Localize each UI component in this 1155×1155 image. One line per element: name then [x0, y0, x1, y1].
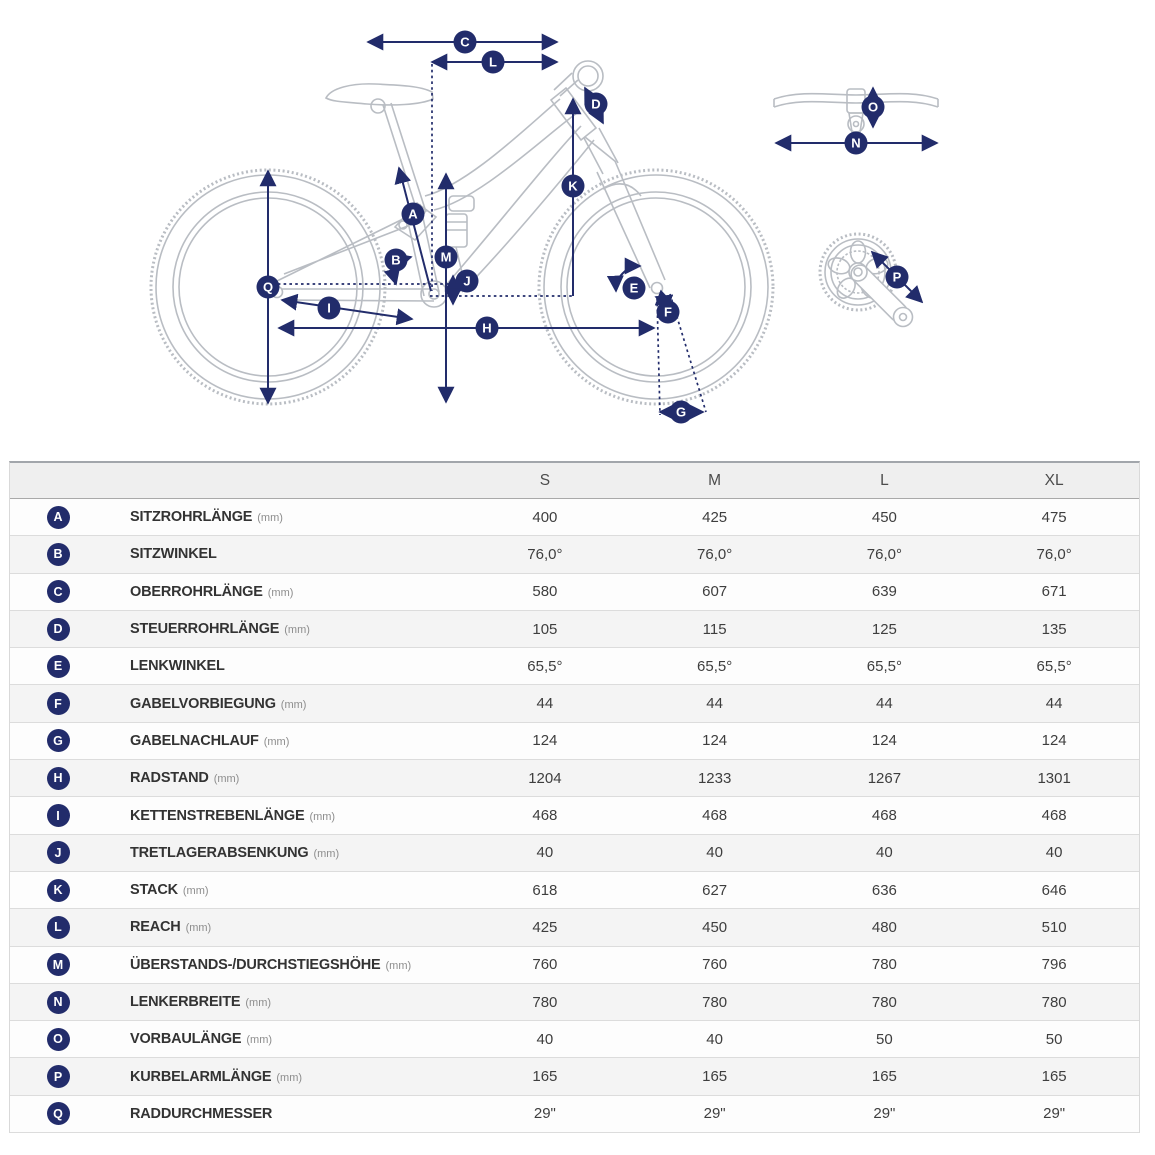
geometry-value: 29": [1043, 1105, 1066, 1123]
svg-text:I: I: [327, 300, 331, 316]
row-label-cell: [106, 918, 460, 936]
geometry-value: 780: [532, 993, 558, 1011]
geometry-value: 607: [702, 583, 728, 601]
geometry-value: 76,0°: [1036, 545, 1072, 563]
geometry-value: 65,5°: [866, 657, 902, 675]
row-letter-badge: P: [47, 1065, 70, 1088]
geometry-value: 124: [532, 732, 558, 750]
geometry-unit: (mm): [276, 1071, 303, 1084]
diagram-marker-O: [862, 96, 885, 119]
table-row: [10, 1096, 1139, 1133]
geometry-label: RADSTAND: [130, 770, 209, 787]
geometry-value: 124: [702, 732, 728, 750]
geometry-value: 1204: [528, 769, 562, 787]
table-body: [10, 499, 1139, 1133]
table-row: [10, 1021, 1139, 1058]
svg-text:E: E: [629, 280, 639, 296]
row-letter-cell: [10, 543, 106, 566]
row-letter-badge: C: [47, 580, 70, 603]
geometry-value: 639: [871, 583, 897, 601]
geometry-value: 165: [532, 1068, 558, 1086]
geometry-label: GABELVORBIEGUNG: [130, 695, 276, 712]
saddle: [326, 84, 433, 105]
svg-text:H: H: [482, 320, 492, 336]
handlebar-top-view: [774, 89, 938, 132]
diagram-marker-K: [562, 175, 585, 198]
table-row: [10, 797, 1139, 834]
row-letter-badge: L: [47, 916, 70, 939]
row-label-cell: [106, 956, 460, 974]
geometry-unit: (mm): [185, 922, 212, 935]
diagram-marker-J: [456, 270, 479, 293]
geometry-value: 105: [532, 620, 558, 638]
diagram-marker-Q: [257, 276, 280, 299]
geometry-value: 44: [1045, 695, 1063, 713]
row-letter-badge: G: [47, 729, 70, 752]
geometry-label: KURBELARMLÄNGE: [130, 1068, 272, 1085]
table-row: [10, 872, 1139, 909]
size-column-header: L: [880, 471, 889, 489]
size-column-header: M: [708, 471, 722, 489]
row-letter-badge: F: [47, 692, 70, 715]
geometry-value: 636: [871, 881, 897, 899]
row-letter-badge: I: [47, 804, 70, 827]
row-label-cell: [106, 1030, 460, 1048]
row-label-cell: [106, 732, 460, 750]
geometry-value: 50: [1045, 1030, 1063, 1048]
front-wheel: [539, 170, 773, 404]
bike-geometry-diagram: [0, 0, 1155, 455]
geometry-value: 124: [1041, 732, 1067, 750]
geometry-value: 40: [706, 844, 723, 862]
geometry-value: 468: [871, 807, 897, 825]
row-label-cell: [106, 695, 460, 713]
geometry-value: 1267: [867, 769, 902, 787]
diagram-marker-M: [435, 246, 458, 269]
table-row: [10, 499, 1139, 536]
row-letter-badge: B: [47, 543, 70, 566]
row-letter-cell: [10, 618, 106, 641]
diagram-marker-E: [623, 277, 646, 300]
svg-text:D: D: [591, 96, 601, 112]
geometry-value: 125: [871, 620, 897, 638]
measure-I-chainstay: [282, 300, 412, 319]
row-letter-cell: [10, 692, 106, 715]
geometry-label: KETTENSTREBENLÄNGE: [130, 807, 305, 824]
svg-text:O: O: [867, 99, 879, 115]
svg-text:K: K: [568, 178, 578, 194]
geometry-value: 780: [1041, 993, 1067, 1011]
geometry-value: 76,0°: [527, 545, 563, 563]
geometry-label: OBERROHRLÄNGE: [130, 583, 263, 600]
row-label-cell: [106, 508, 460, 526]
geometry-unit: (mm): [267, 586, 294, 599]
geometry-value: 468: [702, 807, 728, 825]
svg-text:A: A: [408, 206, 418, 222]
geometry-value: 65,5°: [697, 657, 733, 675]
geometry-value: 76,0°: [697, 545, 733, 563]
geometry-label: ÜBERSTANDS-/DURCHSTIEGSHÖHE: [130, 956, 381, 973]
svg-text:J: J: [463, 273, 471, 289]
row-label-cell: [106, 844, 460, 862]
geometry-label: SITZROHRLÄNGE: [130, 509, 253, 526]
row-label-cell: [106, 657, 460, 675]
geometry-label: TRETLAGERABSENKUNG: [130, 844, 309, 861]
diagram-marker-A: [402, 203, 425, 226]
row-letter-cell: [10, 767, 106, 790]
geometry-label: LENKERBREITE: [130, 994, 241, 1010]
diagram-marker-D: [585, 93, 608, 116]
row-letter-cell: [10, 879, 106, 902]
fork: [584, 128, 665, 294]
geometry-value: 510: [1041, 918, 1067, 936]
row-label-cell: [106, 545, 460, 563]
geometry-value: 780: [702, 993, 728, 1011]
row-letter-cell: [10, 991, 106, 1014]
geometry-value: 760: [702, 956, 728, 974]
svg-text:G: G: [675, 404, 687, 420]
size-column-header: XL: [1044, 471, 1064, 489]
geometry-label: VORBAULÄNGE: [130, 1031, 242, 1048]
geometry-unit: (mm): [257, 512, 283, 525]
geometry-value: 480: [871, 918, 897, 936]
row-letter-badge: J: [47, 841, 70, 864]
svg-text:Q: Q: [262, 279, 274, 295]
geometry-unit: (mm): [245, 997, 272, 1009]
row-label-cell: [106, 620, 460, 638]
svg-text:F: F: [664, 304, 672, 320]
geometry-value: 468: [532, 807, 558, 825]
bike-drawing: [151, 61, 938, 404]
row-letter-cell: [10, 953, 106, 976]
table-row: [10, 611, 1139, 648]
table-row: [10, 536, 1139, 573]
geometry-value: 40: [876, 844, 893, 862]
geometry-unit: (mm): [263, 735, 290, 748]
geometry-value: 760: [532, 956, 558, 974]
geometry-label: GABELNACHLAUF: [130, 732, 259, 749]
geometry-value: 450: [871, 508, 897, 526]
svg-text:L: L: [489, 54, 497, 70]
geometry-value: 165: [702, 1068, 728, 1086]
geometry-unit: (mm): [284, 624, 310, 637]
row-letter-cell: [10, 506, 106, 529]
table-row: [10, 947, 1139, 984]
row-label-cell: [106, 1068, 460, 1086]
geometry-value: 124: [871, 732, 897, 750]
row-letter-cell: [10, 1065, 106, 1088]
geometry-label: RADDURCHMESSER: [130, 1105, 273, 1122]
geometry-value: 425: [532, 918, 558, 936]
size-column-header: S: [539, 471, 551, 489]
row-letter-badge: O: [47, 1028, 70, 1051]
geometry-label: STEUERROHRLÄNGE: [130, 621, 280, 638]
geometry-value: 29": [533, 1105, 556, 1123]
diagram-marker-P: [886, 266, 909, 289]
geometry-value: 796: [1041, 956, 1067, 974]
diagram-marker-L: [482, 51, 505, 74]
diagram-marker-B: [385, 249, 408, 272]
geometry-value: 1301: [1037, 769, 1071, 787]
geometry-value: 40: [706, 1030, 723, 1048]
geometry-value: 165: [1041, 1068, 1067, 1086]
geometry-unit: (mm): [213, 773, 240, 786]
table-row: [10, 685, 1139, 722]
geometry-value: 29": [873, 1105, 896, 1123]
svg-text:M: M: [440, 249, 452, 265]
table-row: [10, 909, 1139, 946]
row-letter-badge: E: [47, 655, 70, 678]
row-letter-cell: [10, 580, 106, 603]
row-label-cell: [106, 881, 460, 899]
geometry-unit: (mm): [182, 885, 209, 898]
geometry-label: STACK: [130, 882, 178, 899]
geometry-value: 44: [536, 695, 554, 713]
table-row: [10, 760, 1139, 797]
row-letter-cell: [10, 1028, 106, 1051]
geometry-unit: (mm): [313, 847, 340, 860]
geometry-value: 44: [876, 695, 893, 713]
diagram-marker-N: [845, 132, 868, 155]
geometry-value: 40: [1045, 844, 1063, 862]
row-label-cell: [106, 807, 460, 825]
diagram-marker-I: [318, 297, 341, 320]
geometry-value: 475: [1041, 508, 1067, 526]
diagram-marker-G: [670, 401, 693, 424]
geometry-value: 400: [532, 508, 558, 526]
table-row: [10, 984, 1139, 1021]
row-label-cell: [106, 769, 460, 787]
table-row: [10, 1058, 1139, 1095]
row-letter-cell: [10, 804, 106, 827]
geometry-value: 40: [536, 844, 554, 862]
geometry-label: LENKWINKEL: [130, 658, 225, 675]
geometry-value: 44: [706, 695, 723, 713]
geometry-value: 65,5°: [1036, 657, 1072, 675]
svg-text:C: C: [460, 34, 470, 50]
row-letter-badge: M: [47, 953, 70, 976]
geometry-value: 50: [876, 1030, 893, 1048]
geometry-table: [9, 461, 1140, 1133]
table-row: [10, 835, 1139, 872]
geometry-value: 780: [871, 956, 897, 974]
geometry-unit: (mm): [280, 698, 307, 711]
geometry-value: 76,0°: [866, 545, 902, 563]
row-letter-cell: [10, 1102, 106, 1125]
row-letter-cell: [10, 841, 106, 864]
geometry-unit: (mm): [246, 1034, 273, 1047]
geometry-value: 165: [871, 1068, 897, 1086]
diagram-marker-H: [476, 317, 499, 340]
geometry-value: 115: [702, 620, 727, 638]
geometry-unit: (mm): [309, 810, 336, 823]
row-letter-cell: [10, 655, 106, 678]
diagram-marker-C: [454, 31, 477, 54]
svg-text:N: N: [851, 135, 861, 151]
row-letter-cell: [10, 916, 106, 939]
row-label-cell: [106, 993, 460, 1011]
geometry-value: 671: [1041, 583, 1067, 601]
svg-text:P: P: [892, 269, 902, 285]
geometry-value: 468: [1041, 807, 1067, 825]
geometry-value: 646: [1041, 881, 1067, 899]
geometry-value: 780: [871, 993, 897, 1011]
geometry-value: 1233: [697, 769, 732, 787]
geometry-value: 627: [702, 881, 728, 899]
table-row: [10, 723, 1139, 760]
svg-text:B: B: [391, 252, 401, 268]
table-row: [10, 648, 1139, 685]
row-letter-badge: D: [47, 618, 70, 641]
geometry-value: 450: [702, 918, 728, 936]
geometry-value: 425: [702, 508, 728, 526]
diagram-marker-F: [657, 301, 680, 324]
geometry-label: SITZWINKEL: [130, 546, 217, 563]
row-letter-badge: N: [47, 991, 70, 1014]
table-header-row: [10, 463, 1139, 499]
row-letter-cell: [10, 729, 106, 752]
row-letter-badge: Q: [47, 1102, 70, 1125]
geometry-value: 618: [532, 881, 558, 899]
geometry-value: 580: [532, 583, 558, 601]
row-letter-badge: H: [47, 767, 70, 790]
row-label-cell: [106, 1105, 460, 1123]
geometry-value: 65,5°: [527, 657, 563, 675]
geometry-value: 40: [536, 1030, 554, 1048]
table-row: [10, 574, 1139, 611]
row-letter-badge: K: [47, 879, 70, 902]
geometry-label: REACH: [130, 919, 181, 936]
geometry-value: 29": [703, 1105, 726, 1123]
row-label-cell: [106, 583, 460, 601]
row-letter-badge: A: [47, 506, 70, 529]
geometry-unit: (mm): [385, 959, 412, 972]
geometry-value: 135: [1041, 620, 1067, 638]
